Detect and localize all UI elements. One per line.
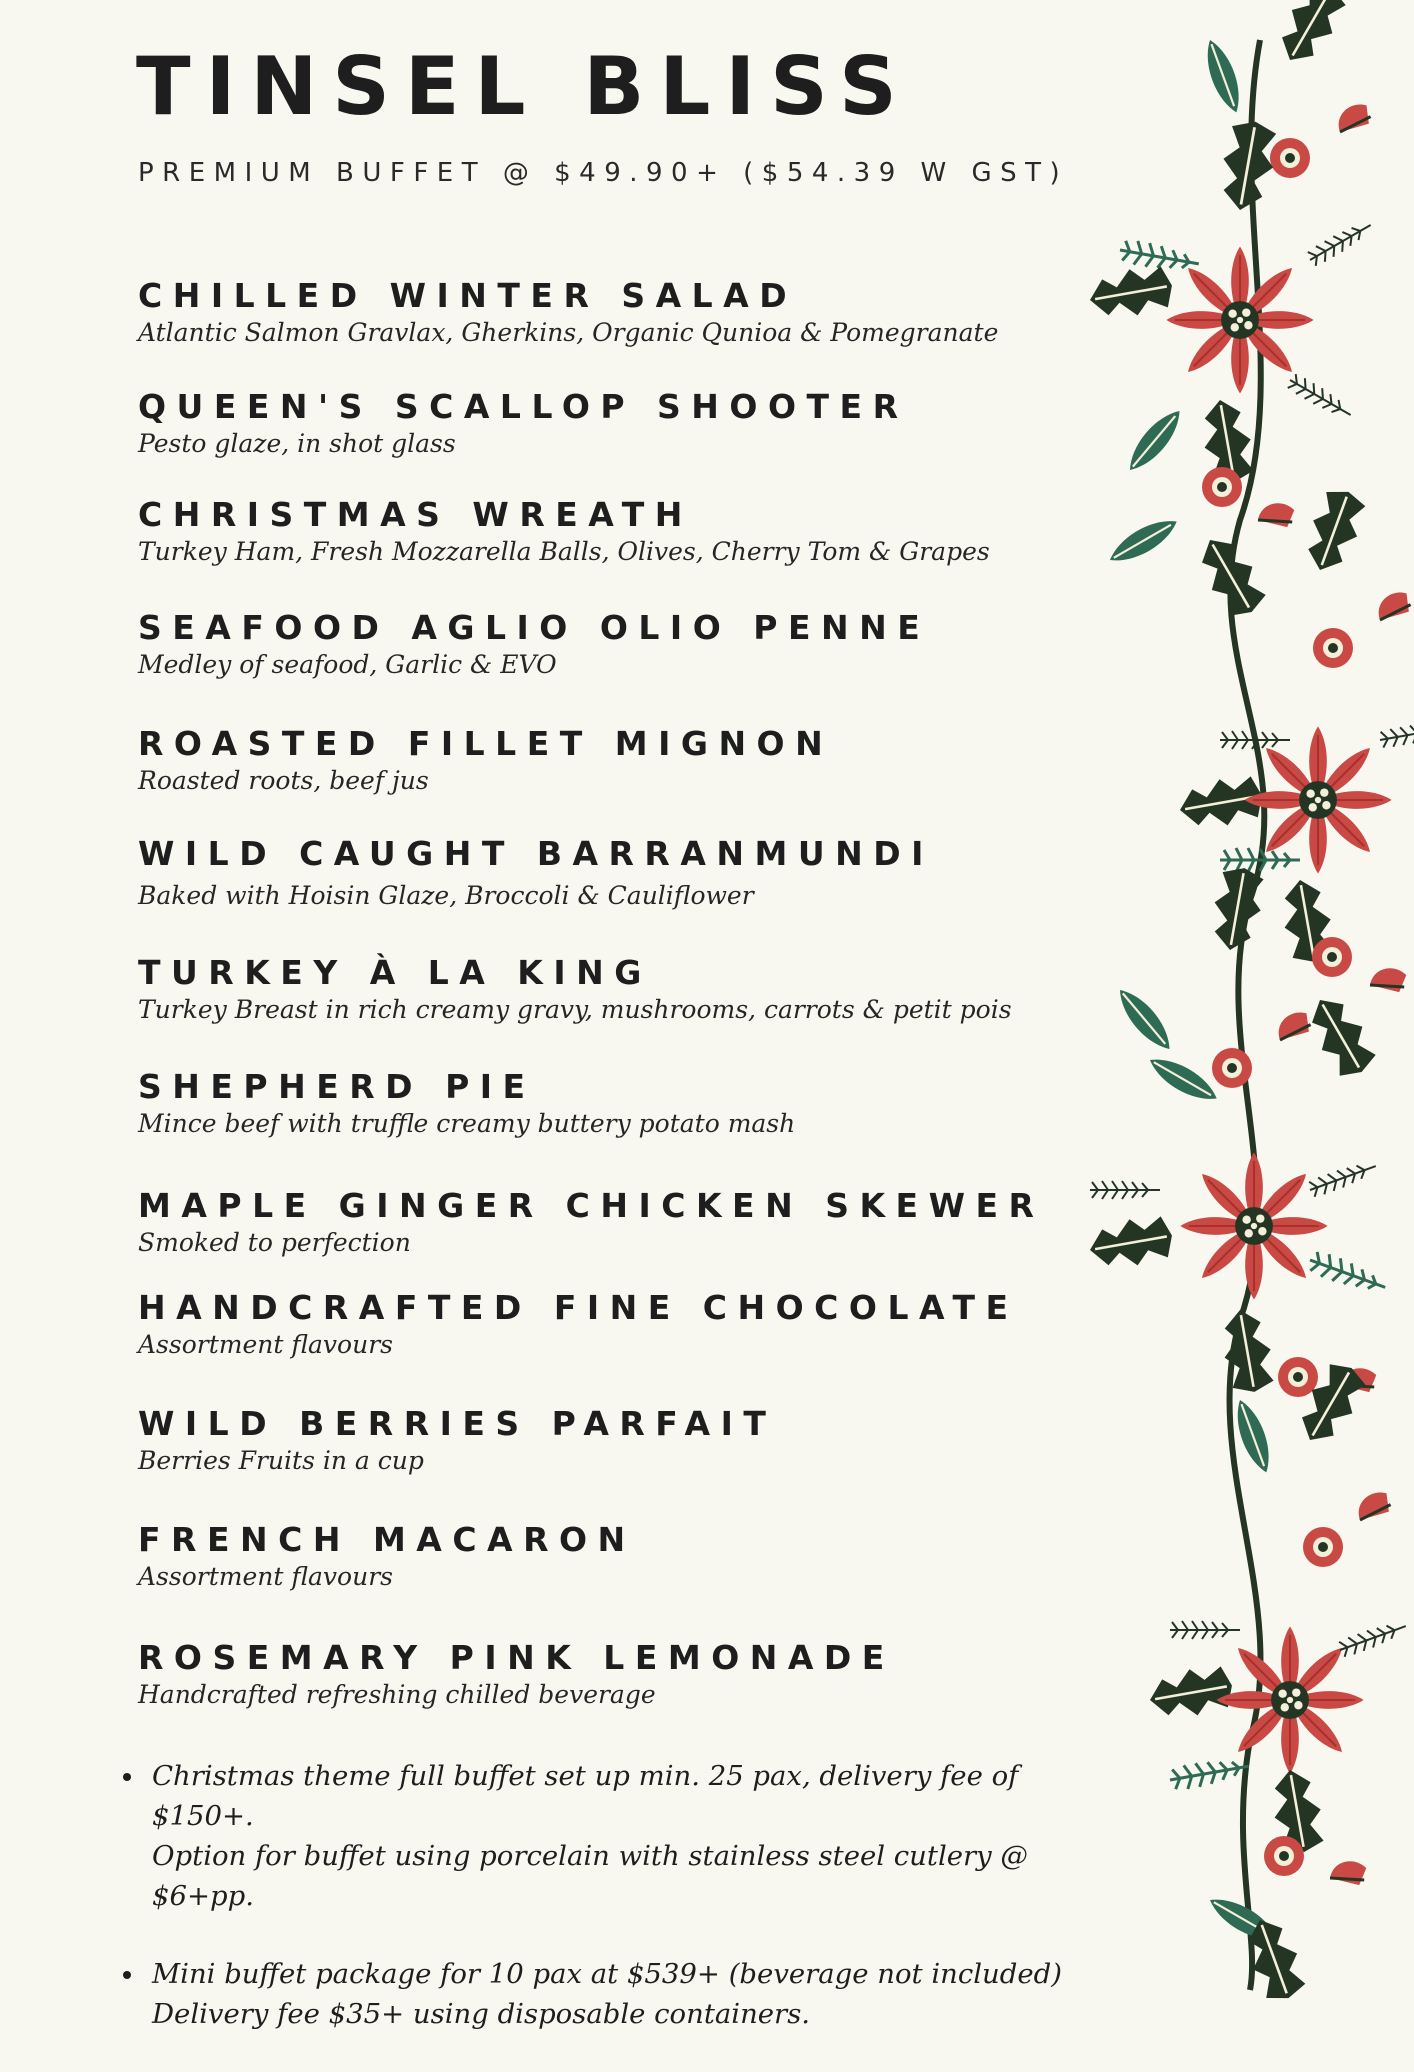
menu-item: [138, 1288, 1019, 1362]
menu-item: [138, 1638, 895, 1712]
item-description: Turkey Breast in rich creamy gravy, mushrooms, carrots & petit pois: [138, 995, 1012, 1024]
item-description: Pesto glaze, in shot glass: [138, 429, 456, 458]
item-name: MAPLE GINGER CHICKEN SKEWER: [138, 1186, 1045, 1225]
menu-item: [138, 1404, 776, 1478]
item-name: SHEPHERD PIE: [138, 1067, 536, 1106]
item-name: TURKEY À LA KING: [138, 953, 652, 992]
item-description: Atlantic Salmon Gravlax, Gherkins, Organic Qunioa & Pomegranate: [138, 318, 999, 347]
item-description: Turkey Ham, Fresh Mozzarella Balls, Olives, Cherry Tom & Grapes: [138, 537, 990, 566]
menu-item: [138, 495, 990, 569]
item-description: Assortment flavours: [138, 1330, 393, 1359]
item-name: ROASTED FILLET MIGNON: [138, 724, 834, 763]
item-description: Smoked to perfection: [138, 1228, 411, 1257]
item-description: Roasted roots, beef jus: [138, 766, 429, 795]
menu-item: [138, 1186, 1044, 1260]
item-description: Handcrafted refreshing chilled beverage: [138, 1680, 656, 1709]
note-text: Christmas theme full buffet set up min. 25 pax, delivery fee of $150+. Option for buffet using porcelain with stainless steel cutlery @ $6+pp.: [152, 1760, 1028, 1912]
menu-title: TINSEL BLISS: [136, 40, 912, 133]
note-item: [146, 1954, 1126, 2034]
poinsettia-floral-garland-icon: [1090, 0, 1414, 2000]
item-name: WILD CAUGHT BARRANMUNDI: [138, 834, 934, 873]
menu-item: [138, 953, 1012, 1027]
menu-item: [138, 724, 833, 798]
item-name: WILD BERRIES PARFAIT: [138, 1404, 777, 1443]
item-name: CHRISTMAS WREATH: [138, 495, 693, 534]
note-text: Mini buffet package for 10 pax at $539+ (beverage not included) Delivery fee $35+ using disposable containers.: [152, 1958, 1062, 2030]
item-name: CHILLED WINTER SALAD: [138, 276, 798, 315]
item-name: SEAFOOD AGLIO OLIO PENNE: [138, 608, 931, 647]
item-description: Mince beef with truffle creamy buttery potato mash: [138, 1109, 796, 1138]
note-item: [146, 1756, 1126, 1916]
item-name: FRENCH MACARON: [138, 1520, 636, 1559]
item-description: Berries Fruits in a cup: [138, 1446, 424, 1475]
menu-item: [138, 608, 930, 682]
menu-item: [138, 1067, 795, 1141]
item-description: Medley of seafood, Garlic & EVO: [138, 650, 557, 679]
menu-item: [138, 387, 909, 461]
item-description: Assortment flavours: [138, 1562, 393, 1591]
menu-subtitle: PREMIUM BUFFET @ $49.90+ ($54.39 W GST): [138, 158, 1069, 188]
item-name: ROSEMARY PINK LEMONADE: [138, 1638, 895, 1677]
notes-list: [110, 1756, 1126, 2072]
menu-item: [138, 834, 934, 913]
menu-item: [138, 1520, 636, 1594]
item-description: Baked with Hoisin Glaze, Broccoli & Cauliflower: [138, 881, 754, 910]
item-name: HANDCRAFTED FINE CHOCOLATE: [138, 1288, 1019, 1327]
item-name: QUEEN'S SCALLOP SHOOTER: [138, 387, 909, 426]
menu-item: [138, 276, 998, 350]
